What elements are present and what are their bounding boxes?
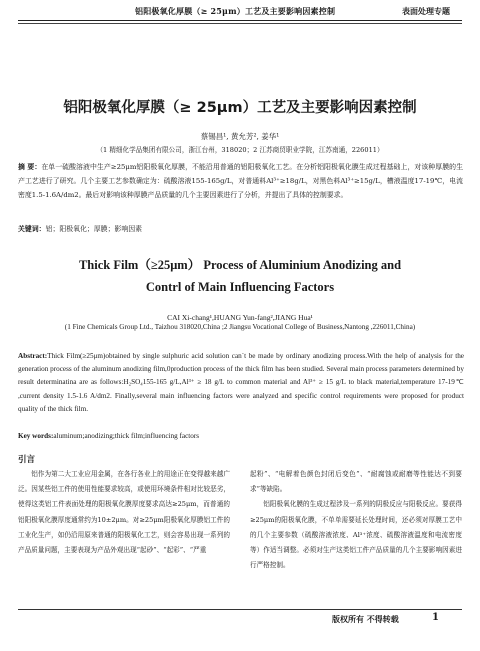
copyright-notice: 版权所有 不得转载 <box>332 614 399 624</box>
keywords-label-chinese: 关键词： <box>18 225 46 233</box>
authors-english: CAI Xi-chang¹,HUANG Yun-fang²,JIANG Hua¹ <box>167 313 313 322</box>
header-rule <box>18 20 462 21</box>
abstract-text-english: Thick Film(≥25μm)obtained by single sulphuric acid solution can`t be made by ordinary anodizing process.With the help of analysis for the generation process of the aluminum anodizing film,0production process of the thick film has been studied. Several main process parameters determined by result determinatina are as follows:H₂SO₄155-165 g/L,Al³⁺ ≥ 18 g/L to common material and Al³⁺ ≥ 15 g/L to black material,temperature 17-19℃ ,current density 1.5-1.6 A/dm2. Finally,several main influencing factors were analyzed and specific control requirements were proposed for product quality of the thick film. <box>18 352 464 413</box>
abstract-chinese <box>18 160 463 202</box>
page-number: 1 <box>432 612 439 623</box>
affiliation-chinese: （1 精细化学品集团有限公司，浙江台州，318020；2 江苏商贸职业学院，江苏南通，226011） <box>96 146 384 154</box>
header-rule-thin <box>18 23 462 24</box>
intro-paragraph-1-continued: 起粉”、“电解着色颜色封闭后变色”、“耐腐蚀或耐磨等性能达不到要求”等缺陷。 <box>250 470 462 494</box>
title-english-line1: Thick Film（≥25μm） Process of Aluminium Anodizing and <box>78 258 402 272</box>
keywords-text-chinese: 铝；阳极氧化；厚膜；影响因素 <box>45 225 143 233</box>
section-label: 表面处理专题 <box>402 6 450 16</box>
title-english-line2: Contrl of Main Influencing Factors <box>145 280 335 294</box>
keywords-chinese <box>18 223 463 233</box>
affiliation-english: (1 Fine Chemicals Group Ltd., Taizhou 318020,China ;2 Jiangsu Vocational College of Business,Nantong ,226011,China) <box>64 323 416 331</box>
body-column-right <box>250 467 462 573</box>
body-column-left <box>18 467 230 558</box>
abstract-text-chinese: 在单一硫酸溶液中生产≥25μm铝阳极氧化厚膜，不能沿用普通的铝阳极氧化工艺。在分析铝阳极氧化膜生成过程基础上，对该种厚膜的生产工艺进行了研究。几个主要工艺参数确定为：硫酸溶液155-165g/L，对普通料Al³⁺≥18g/L，对黑色料Al³⁺≥15g/L，槽液温度17-19℃，电流密度1.5-1.6A/dm2。最后对影响该种厚膜产品质量的几个主要因素进行了分析，并提出了具体的控制要求。 <box>18 163 463 199</box>
footer-rule <box>18 609 462 610</box>
abstract-label-chinese: 摘 要： <box>18 163 42 171</box>
section-heading-introduction: 引言 <box>18 455 36 465</box>
abstract-label-english: Abstract: <box>18 352 48 360</box>
intro-paragraph-1: 铝作为第二大工业应用金属，在各行各业上的用途正在变得越来越广泛。因某些铝工件的使用性能要求较高，或使用环境条件相对比较恶劣，使得这类铝工件表面处理的阳极氧化膜厚度要求高达≥25μm，而普通的铝阳极氧化膜厚度通常约为10±2μm。对≥25μm阳极氧化厚膜铝工件的工业化生产，如仍沿用原来普通的阳极氧化工艺，则会容易出现一系列的产品质量问题，主要表现为产品外观出现“起砂”、“起彩”、“严重 <box>18 470 230 555</box>
keywords-english <box>18 432 464 440</box>
keywords-label-english: Key words: <box>18 432 54 440</box>
authors-chinese: 蔡锡昌¹, 黄允芳², 姜华¹ <box>200 132 280 141</box>
intro-paragraph-2: 铝阳极氧化膜的生成过程涉及一系列的阴极反应与阳极反应。要获得≥25μm的阳极氧化膜，不单单需要延长处理时间，还必须对厚膜工艺中的几个主要参数（硫酸溶液浓度、Al³⁺浓度、硫酸溶液温度和电流密度等）作适当调整。必须对生产这类铝工件产品质量的几个主要影响因素进行严格控制。 <box>250 500 462 570</box>
running-header <box>0 0 480 20</box>
abstract-english <box>18 350 464 416</box>
title-chinese: 铝阳极氧化厚膜（≥ 25μm）工艺及主要影响因素控制 <box>63 100 417 116</box>
title-english <box>0 254 480 298</box>
running-title: 铝阳极氧化厚膜（≥ 25μm）工艺及主要影响因素控制 <box>135 6 336 16</box>
keywords-text-english: aluminum;anodizing;thick film;influencing factors <box>53 432 200 440</box>
